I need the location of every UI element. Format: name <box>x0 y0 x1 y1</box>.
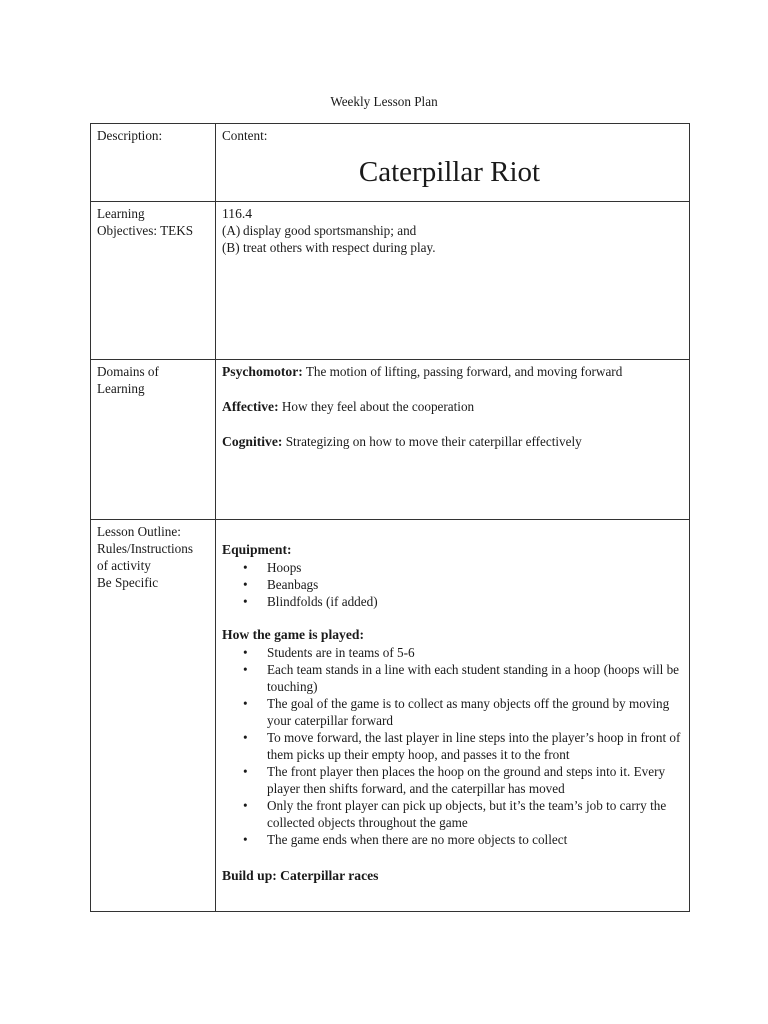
lesson-plan-table <box>90 123 690 912</box>
equipment-list <box>222 559 683 610</box>
content-cell <box>216 124 690 202</box>
document-title: Weekly Lesson Plan <box>330 94 438 109</box>
objective-letter: (B) <box>222 240 240 255</box>
outline-label-line1: Lesson Outline: <box>97 524 181 539</box>
objective-item <box>222 222 683 239</box>
description-label: Description: <box>91 124 216 202</box>
howto-heading: How the game is played: <box>222 627 364 642</box>
objectives-content <box>216 202 690 360</box>
buildup-heading: Build up: Caterpillar races <box>222 868 379 883</box>
list-item: • To move forward, the last player in line steps into the player’s hoop in front of them picks up their empty hoop, and passes it to the front <box>267 729 683 763</box>
objectives-row <box>91 202 690 360</box>
list-item: • Only the front player can pick up objects, but it’s the team’s job to carry the collected objects throughout the game <box>267 797 683 831</box>
outline-row <box>91 520 690 912</box>
steps-list <box>222 644 683 848</box>
objectives-label-line2: Objectives: TEKS <box>97 223 194 238</box>
list-item: • The goal of the game is to collect as many objects off the ground by moving your caterpillar forward <box>267 695 683 729</box>
title-row <box>91 124 690 202</box>
domains-label <box>91 360 216 520</box>
list-item: • The front player then places the hoop on the ground and steps into it. Every player then shifts forward, and the caterpillar has moved <box>267 763 683 797</box>
objective-text: treat others with respect during play. <box>243 240 436 255</box>
domains-label-line1: Domains of <box>97 364 159 379</box>
list-item: • Hoops <box>267 559 683 576</box>
affective-label: Affective: <box>222 399 279 414</box>
cognitive-domain <box>222 433 683 450</box>
list-item: • Beanbags <box>267 576 683 593</box>
list-item: • Students are in teams of 5-6 <box>267 644 683 661</box>
psychomotor-domain <box>222 363 683 380</box>
content-label: Content: <box>222 128 268 143</box>
cognitive-text: Strategizing on how to move their caterpillar effectively <box>282 434 582 449</box>
teks-code: 116.4 <box>222 206 253 221</box>
objective-text: display good sportsmanship; and <box>243 223 417 238</box>
cognitive-label: Cognitive: <box>222 434 283 449</box>
objective-item <box>222 239 683 256</box>
affective-domain <box>222 398 683 415</box>
psychomotor-text: The motion of lifting, passing forward, and moving forward <box>302 364 623 379</box>
equipment-heading: Equipment: <box>222 542 292 557</box>
list-item: • Blindfolds (if added) <box>267 593 683 610</box>
list-item: • Each team stands in a line with each student standing in a hoop (hoops will be touching) <box>267 661 683 695</box>
affective-text: How they feel about the cooperation <box>278 399 475 414</box>
objectives-label <box>91 202 216 360</box>
outline-label <box>91 520 216 912</box>
outline-label-line3: of activity <box>97 558 151 573</box>
objectives-label-line1: Learning <box>97 206 145 221</box>
psychomotor-label: Psychomotor: <box>222 364 303 379</box>
list-item: • The game ends when there are no more objects to collect <box>267 831 683 848</box>
outline-content <box>216 520 690 912</box>
domains-label-line2: Learning <box>97 381 145 396</box>
outline-label-line4: Be Specific <box>97 575 159 590</box>
outline-label-line2: Rules/Instructions <box>97 541 193 556</box>
objective-letter: (A) <box>222 223 241 238</box>
lesson-title: Caterpillar Riot <box>358 156 541 188</box>
domains-content <box>216 360 690 520</box>
domains-row <box>91 360 690 520</box>
